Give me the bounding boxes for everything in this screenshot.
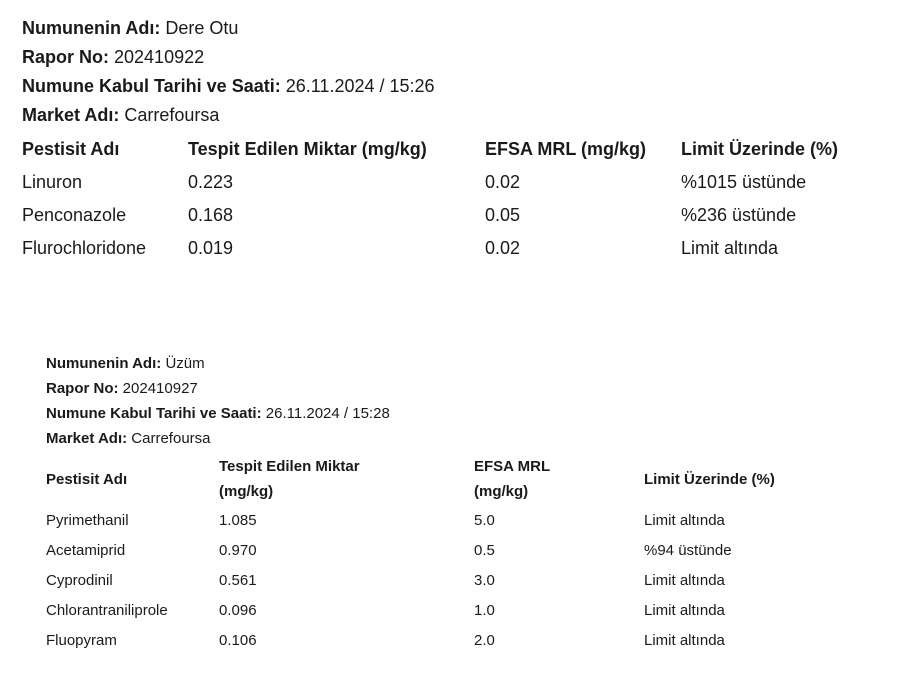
efsa-mrl: 5.0 [474, 511, 495, 529]
table-row [22, 199, 881, 232]
sample-name: Üzüm [165, 355, 205, 372]
market-name: Carrefoursa [131, 430, 211, 447]
report-1 [22, 14, 881, 265]
efsa-mrl: 2.0 [474, 631, 495, 649]
detected-amount: 0.019 [188, 238, 234, 258]
detected-amount: 0.970 [219, 541, 257, 559]
col-over-limit: Limit Üzerinde (%) [681, 138, 839, 159]
col-efsa-mrl: EFSA MRL (mg/kg) [485, 138, 646, 159]
pesticide-table [46, 453, 844, 655]
detected-amount: 0.168 [188, 205, 234, 225]
market-line: Market Adı: Carrefoursa [22, 105, 220, 125]
col-detected-amount [219, 453, 474, 505]
pesticide-table [22, 132, 881, 265]
market-line: Market Adı: Carrefoursa [46, 430, 211, 447]
report-no: 202410922 [114, 47, 205, 67]
pesticide-name: Pyrimethanil [46, 511, 129, 529]
table-header-row [22, 132, 881, 166]
table-header-row [46, 453, 844, 505]
report-no-line: Rapor No: 202410927 [46, 380, 198, 397]
over-limit: Limit altında [644, 571, 725, 589]
pesticide-name: Cyprodinil [46, 571, 113, 589]
over-limit: Limit altında [644, 631, 725, 649]
over-limit: Limit altında [644, 601, 725, 619]
pesticide-name: Penconazole [22, 205, 127, 225]
over-limit: Limit altında [644, 511, 725, 529]
efsa-mrl: 0.02 [485, 172, 521, 192]
report-no-line: Rapor No: 202410922 [22, 47, 205, 67]
col-detected-amount: Tespit Edilen Miktar (mg/kg) [188, 138, 427, 159]
pesticide-name: Acetamiprid [46, 541, 126, 559]
col-detected-amount-label: Tespit Edilen Miktar (mg/kg) [219, 458, 360, 500]
col-pesticide-name: Pestisit Adı [46, 470, 128, 488]
table-row [46, 565, 844, 595]
pesticide-name: Chlorantraniliprole [46, 601, 168, 619]
col-over-limit-label: Limit Üzerinde (%) [644, 470, 775, 488]
sample-name-line: Numunenin Adı: Üzüm [46, 355, 205, 372]
col-efsa-mrl-label: EFSA MRL (mg/kg) [474, 458, 550, 500]
table-row [46, 505, 844, 535]
col-over-limit [644, 453, 844, 505]
over-limit: %94 üstünde [644, 541, 732, 559]
detected-amount: 0.223 [188, 172, 234, 192]
efsa-mrl: 3.0 [474, 571, 495, 589]
over-limit: Limit altında [681, 238, 779, 258]
table-row [46, 625, 844, 655]
pesticide-name: Fluopyram [46, 631, 117, 649]
received-date: 26.11.2024 / 15:26 [285, 76, 435, 96]
table-row [46, 595, 844, 625]
over-limit: %1015 üstünde [681, 172, 807, 192]
received-date-line: Numune Kabul Tarihi ve Saati: 26.11.2024 / 15:26 [22, 76, 435, 96]
report-no: 202410927 [122, 380, 198, 397]
pesticide-name: Flurochloridone [22, 238, 147, 258]
detected-amount: 1.085 [219, 511, 257, 529]
report-2 [46, 351, 844, 655]
market-name: Carrefoursa [124, 105, 220, 125]
efsa-mrl: 0.05 [485, 205, 521, 225]
col-pesticide-name: Pestisit Adı [22, 138, 120, 159]
received-date: 26.11.2024 / 15:28 [265, 405, 390, 422]
received-date-line: Numune Kabul Tarihi ve Saati: 26.11.2024 / 15:28 [46, 405, 390, 422]
sample-name: Dere Otu [165, 18, 239, 38]
detected-amount: 0.561 [219, 571, 257, 589]
table-row [22, 232, 881, 265]
detected-amount: 0.106 [219, 631, 257, 649]
over-limit: %236 üstünde [681, 205, 797, 225]
efsa-mrl: 1.0 [474, 601, 495, 619]
table-row [22, 166, 881, 199]
efsa-mrl: 0.02 [485, 238, 521, 258]
detected-amount: 0.096 [219, 601, 257, 619]
table-row [46, 535, 844, 565]
sample-name-line: Numunenin Adı: Dere Otu [22, 18, 239, 38]
efsa-mrl: 0.5 [474, 541, 495, 559]
pesticide-name: Linuron [22, 172, 83, 192]
col-efsa-mrl [474, 453, 644, 505]
